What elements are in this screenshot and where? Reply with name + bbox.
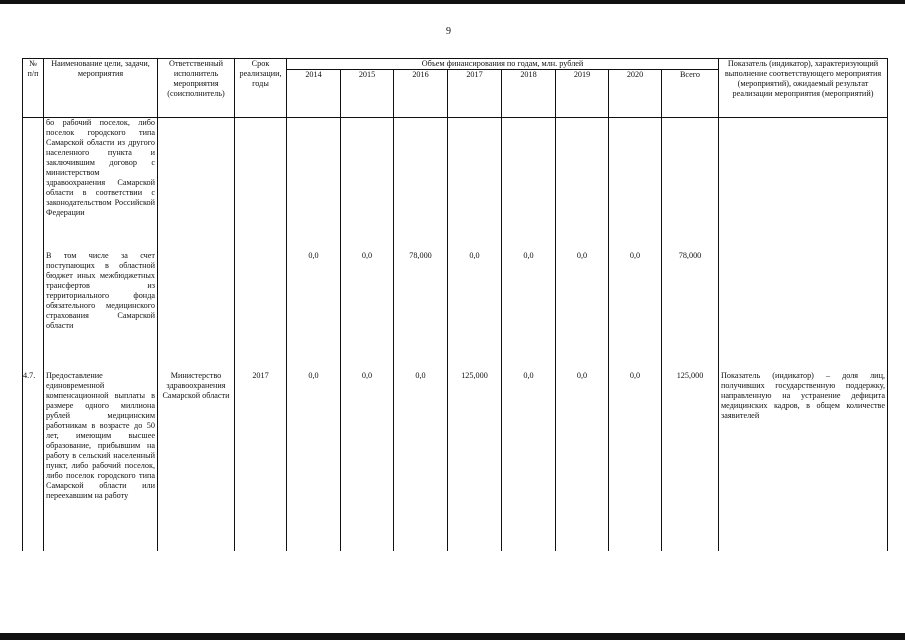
row-value: 0,0	[502, 371, 556, 551]
row-executor	[158, 251, 235, 371]
row-value: 0,0	[502, 251, 556, 371]
row-value	[448, 118, 502, 252]
table-row	[23, 118, 888, 252]
row-no	[23, 251, 44, 371]
top-border	[0, 0, 905, 4]
row-value: 0,0	[609, 371, 662, 551]
row-total	[662, 118, 719, 252]
table-row	[23, 251, 888, 371]
row-executor	[158, 118, 235, 252]
header-name: Наименование цели, задачи, мероприятия	[44, 59, 158, 118]
row-value: 0,0	[609, 251, 662, 371]
row-period	[235, 118, 287, 252]
header-financing: Объем финансирования по годам, млн. рублей	[287, 59, 719, 70]
row-name: бо рабочий поселок, либо поселок городского типа Самарской области из другого населенного пункта и заключившим договор с министерством здравоохранения Самарской области в соответствии с законодательством Российской Федерации	[44, 118, 158, 252]
row-value	[609, 118, 662, 252]
row-name: Предоставление единовременной компенсационной выплаты в размере одного миллиона рублей медицинским работникам в возрасте до 50 лет, имеющим высшее образование, прибывшим на работу в сельский населенный пункт, либо рабочий поселок, либо поселок городского типа Самарской области или переехавшим на работу	[44, 371, 158, 551]
row-value: 0,0	[287, 251, 341, 371]
row-value: 0,0	[341, 371, 394, 551]
row-value: 0,0	[287, 371, 341, 551]
row-value: 78,000	[394, 251, 448, 371]
header-year: 2018	[502, 70, 556, 118]
row-total: 125,000	[662, 371, 719, 551]
row-value: 0,0	[448, 251, 502, 371]
row-indicator: Показатель (индикатор) – доля лиц, получивших государственную поддержку, направленную на устранение дефицита медицинских кадров, в общем количестве заявителей	[719, 371, 888, 551]
row-value: 0,0	[341, 251, 394, 371]
row-value	[394, 118, 448, 252]
row-period	[235, 251, 287, 371]
header-year: 2020	[609, 70, 662, 118]
row-name: В том числе за счет поступающих в областной бюджет иных межбюджетных трансфертов из территориального фонда обязательного медицинского страхования Самарской области	[44, 251, 158, 371]
row-value: 0,0	[556, 251, 609, 371]
header-year: 2017	[448, 70, 502, 118]
row-value	[341, 118, 394, 252]
row-value	[502, 118, 556, 252]
header-period: Срок реализации, годы	[235, 59, 287, 118]
row-value: 125,000	[448, 371, 502, 551]
row-value: 0,0	[556, 371, 609, 551]
header-year: 2019	[556, 70, 609, 118]
header-year: 2016	[394, 70, 448, 118]
header-executor: Ответственный исполнитель мероприятия (соисполнитель)	[158, 59, 235, 118]
header-year: 2014	[287, 70, 341, 118]
row-total: 78,000	[662, 251, 719, 371]
row-value	[556, 118, 609, 252]
row-period: 2017	[235, 371, 287, 551]
header-total: Всего	[662, 70, 719, 118]
row-value: 0,0	[394, 371, 448, 551]
table-row	[23, 371, 888, 551]
row-value	[287, 118, 341, 252]
row-executor: Министерство здравоохранения Самарской области	[158, 371, 235, 551]
financing-table	[22, 58, 888, 551]
row-no	[23, 118, 44, 252]
row-indicator	[719, 118, 888, 252]
header-year: 2015	[341, 70, 394, 118]
bottom-border	[0, 633, 905, 640]
page-number: 9	[446, 26, 451, 37]
row-no: 4.7.	[23, 371, 44, 551]
row-indicator	[719, 251, 888, 371]
header-indicator: Показатель (индикатор), характеризующий выполнение соответствующего мероприятия (мероприятий), ожидаемый результат реализации мероприятия (мероприятий)	[719, 59, 888, 118]
header-no: № п/п	[23, 59, 44, 118]
